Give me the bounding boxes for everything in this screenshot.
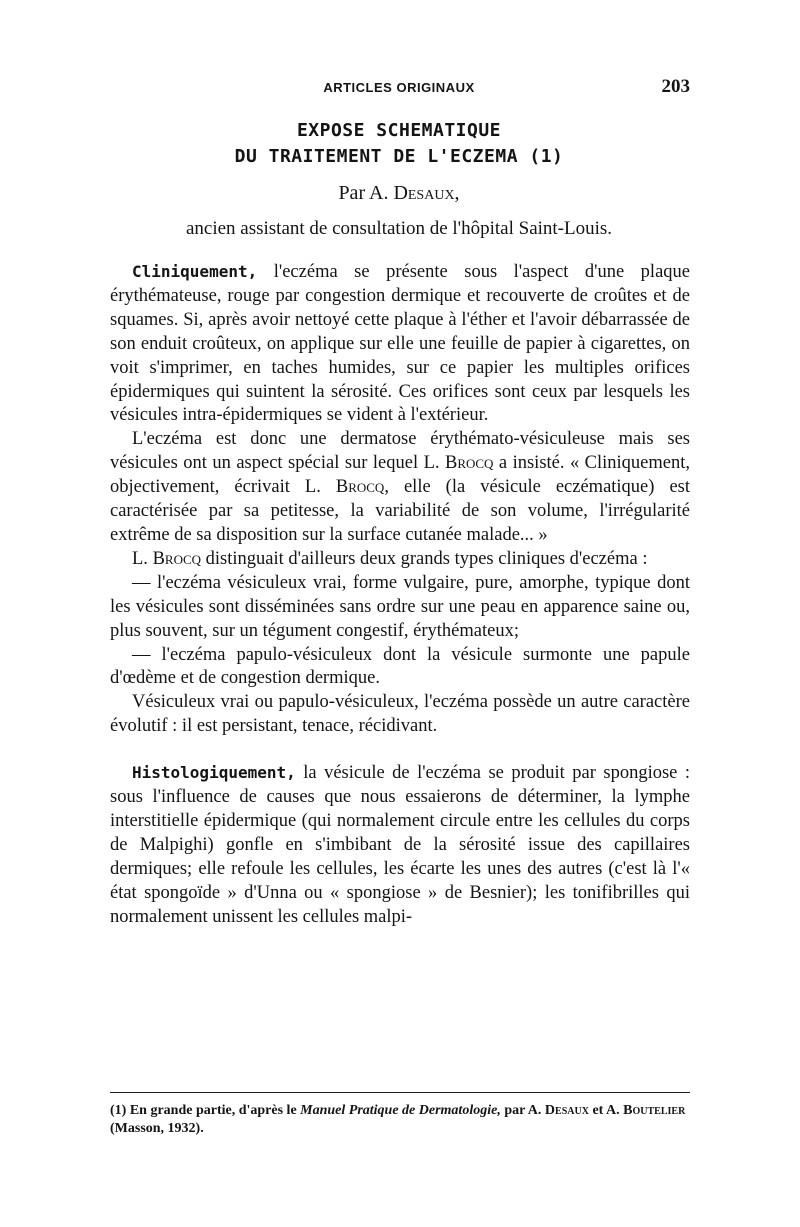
cited-author: Boutelier xyxy=(623,1103,686,1118)
paragraph-evolution: Vésiculeux vrai ou papulo-vésiculeux, l'eczéma possède un autre caractère évolutif : il est persistant, tenace, récidivant. xyxy=(110,692,690,737)
running-header xyxy=(108,76,690,100)
running-title: ARTICLES ORIGINAUX xyxy=(323,80,475,95)
text-run: (1) En grande partie, d'après le xyxy=(110,1103,301,1118)
footnote-divider xyxy=(110,1092,690,1093)
article-title-line-2: DU TRAITEMENT DE L'ECZEMA (1) xyxy=(234,146,564,167)
paragraph-histology xyxy=(110,761,690,929)
list-item-vesicular: — l'eczéma vésiculeux vrai, forme vulgaire, pure, amorphe, typique dont les vésicules sont disséminées sans ordre sur une peau en apparence saine ou, plus souvent, sur un tégument congestif, érythémateux; xyxy=(110,572,690,641)
cited-book-title: Manuel Pratique de Dermatologie, xyxy=(300,1103,501,1118)
text-run: L. xyxy=(132,548,153,569)
text-run: L'eczéma est donc une dermatose érythémato-vésiculeuse mais ses vésicules ont un aspect spécial sur lequel L. xyxy=(110,429,690,474)
lead-term-clinical: Cliniquement, xyxy=(132,262,258,281)
byline xyxy=(108,180,690,206)
text-run: et A. xyxy=(588,1103,624,1118)
cited-author: Desaux xyxy=(544,1103,589,1118)
paragraph-clinical-text: l'eczéma se présente sous l'aspect d'une plaque érythémateuse, rouge par congestion dermique et recouverte de croûtes et de squames. Si, après avoir nettoyé cette plaque à l'éther et l'avoir débarrassée de son enduit croûteux, on applique sur elle une feuille de papier à cigarettes, on voit s'imprimer, en taches humides, sur ce papier les multiples orifices épidermiques qui suintent la sérosité. Ces orifices sont ceux par lesquels les vésicules intra-épidermiques se vident à l'extérieur. xyxy=(110,262,690,426)
text-run: distinguait d'ailleurs deux grands types cliniques d'eczéma : xyxy=(201,548,648,569)
paragraph-clinical xyxy=(110,260,690,428)
text-run: a insisté. « Cliniquement, objectivement, écrivait L. xyxy=(110,453,691,498)
cited-author: Brocq xyxy=(444,453,494,474)
article-title-line-1: EXPOSE SCHEMATIQUE xyxy=(296,120,502,141)
author-name: Desaux, xyxy=(393,182,460,204)
paragraph-clinical-types xyxy=(110,548,690,572)
footnote xyxy=(110,1102,690,1138)
text-run: (Masson, 1932). xyxy=(110,1121,204,1136)
text-run: elle (la vésicule eczématique) est caractérisée par sa petitesse, la variabilité de son volume, l'irrégularité extrême de sa disposition sur la surface cutanée malade... » xyxy=(110,477,690,545)
article-body xyxy=(110,260,690,929)
byline-prefix: Par A. xyxy=(338,182,394,204)
text-run: par A. xyxy=(500,1103,545,1118)
lead-term-histology: Histologiquement, xyxy=(132,763,296,783)
paragraph-histology-text: la vésicule de l'eczéma se produit par spongiose : sous l'influence de causes que nous essaierons de déterminer, la lymphe interstitielle épidermique (qui normalement circule entre les cellules du corps de Malpighi) gonfle en s'imbibant de la sérosité issue des capillaires dermiques; elle refoule les cellules, les écarte les unes des autres (c'est là l'« état spongoïde » d'Unna ou « spongiose » de Besnier); les tonifibrilles qui normalement unissent les cellules malpi- xyxy=(110,763,690,927)
cited-author: Brocq xyxy=(152,548,202,569)
list-item-papulo-vesicular: — l'eczéma papulo-vésiculeux dont la vésicule surmonte une papule d'œdème et de congestion dermique. xyxy=(110,644,690,689)
author-affiliation: ancien assistant de consultation de l'hôpital Saint-Louis. xyxy=(185,218,613,239)
page-number: 203 xyxy=(661,76,690,97)
paragraph-dermatosis xyxy=(110,428,690,548)
cited-author: Brocq, xyxy=(335,477,389,498)
article-title-block xyxy=(108,118,690,242)
